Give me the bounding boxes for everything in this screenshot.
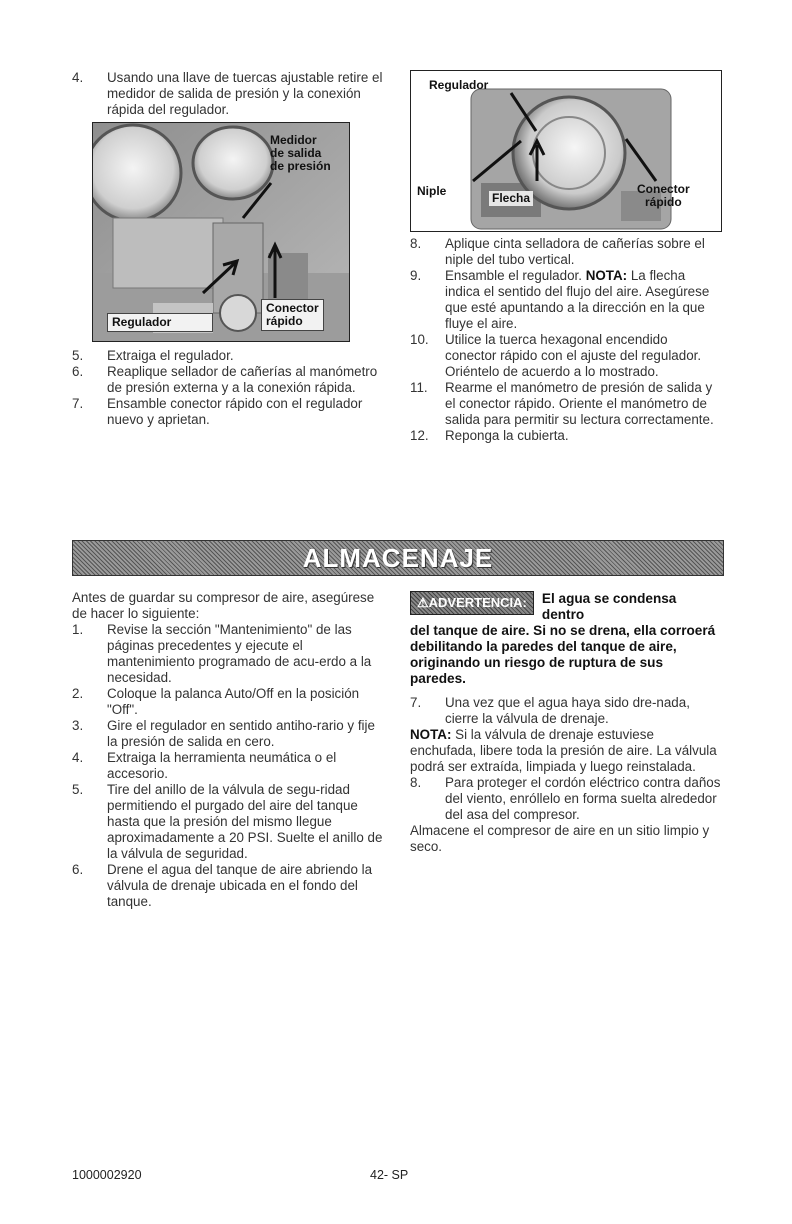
regulator-arrow-figure <box>410 70 722 232</box>
regulator-gauge-figure <box>92 122 350 342</box>
page-number: 42- SP <box>370 1168 409 1182</box>
connector-label-2: Conector rápido <box>637 182 690 209</box>
step-4: 4. Usando una llave de tuercas ajustable retire el medidor de salida de presión y la conexión rápida del regulador. <box>72 70 383 117</box>
storage-step-3: 3. Gire el regulador en sentido antiho-rario y fije la presión de salida en cero. <box>72 718 375 749</box>
warning-first-lines <box>410 591 722 623</box>
gauge-label: Medidor de salida de presión <box>270 133 331 173</box>
step-6: 6. Reaplique sellador de cañerías al manómetro de presión externa y a la conexión rápida. <box>72 364 378 395</box>
step-9: 9. Ensamble el regulador. NOTA: La flecha indica el sentido del flujo del aire. Asegúrese que esté apuntando a la dirección en la que fluye el aire. <box>410 268 710 331</box>
step-10: 10. Utilice la tuerca hexagonal encendido conector rápido con el ajuste del regulador. Oriéntelo de acuerdo a lo mostrado. <box>410 332 702 379</box>
arrow-label: Flecha <box>489 191 533 206</box>
warning-badge: ⚠ADVERTENCIA: <box>410 591 534 615</box>
step-5: 5. Extraiga el regulador. <box>72 348 234 363</box>
storage-note: NOTA: Si la válvula de drenaje estuviese enchufada, libere toda la presión de aire. La válvula podrá ser extraída, limpiada y luego reinstalada. <box>410 727 717 774</box>
document-number: 1000002920 <box>72 1168 142 1182</box>
storage-closing: Almacene el compresor de aire en un sitio limpio y seco. <box>410 823 710 854</box>
step-7: 7. Ensamble conector rápido con el regulador nuevo y aprietan. <box>72 396 363 427</box>
storage-right-column <box>410 591 722 855</box>
connector-label: Conector rápido <box>261 299 324 331</box>
regulator-label: Regulador <box>107 313 213 332</box>
step-11: 11. Rearme el manómetro de presión de salida y el conector rápido. Oriente el manómetro de salida para permitir su lectura correctamente. <box>410 380 714 427</box>
warning-rest: del tanque de aire. Si no se drena, ella corroerá debilitando la paredes del tanque de aire, originando un riesgo de ruptura de sus paredes. <box>410 623 716 686</box>
top-right-steps <box>410 236 722 444</box>
storage-left-column <box>72 590 384 910</box>
storage-step-8: 8. Para proteger el cordón eléctrico contra daños del viento, enróllelo en forma suelta alrededor del asa del compresor. <box>410 775 721 822</box>
storage-step-2: 2. Coloque la palanca Auto/Off en la posición "Off". <box>72 686 360 717</box>
nipple-label: Niple <box>417 184 447 198</box>
section-title: ALMACENAJE <box>302 543 494 573</box>
top-left-steps <box>72 348 384 428</box>
storage-intro: Antes de guardar su compresor de aire, asegúrese de hacer lo siguiente: <box>72 590 375 621</box>
step-12: 12. Reponga la cubierta. <box>410 428 569 443</box>
warning-block <box>410 591 722 687</box>
step-8: 8. Aplique cinta selladora de cañerías sobre el niple del tubo vertical. <box>410 236 705 267</box>
storage-step-7: 7. Una vez que el agua haya sido dre-nada, cierre la válvula de drenaje. <box>410 695 690 726</box>
warning-head: El agua se condensa dentro <box>541 591 677 622</box>
storage-step-4: 4. Extraiga la herramienta neumática o el accesorio. <box>72 750 337 781</box>
regulator-label-2: Regulador <box>429 78 489 92</box>
storage-step-1: 1. Revise la sección "Mantenimiento" de las páginas precedentes y ejecute el mantenimiento programado de acu-erdo a la necesidad. <box>72 622 372 685</box>
storage-step-6: 6. Drene el agua del tanque de aire abriendo la válvula de drenaje ubicada en el fondo del tanque. <box>72 862 373 909</box>
storage-step-5: 5. Tire del anillo de la válvula de segu-ridad permitiendo el purgado del aire del tanque hasta que la presión del mismo llegue aproximadamente a 20 PSI. Suelte el anillo de la válvula de seguridad. <box>72 782 383 861</box>
top-left-column <box>72 70 384 118</box>
section-banner <box>72 540 724 576</box>
